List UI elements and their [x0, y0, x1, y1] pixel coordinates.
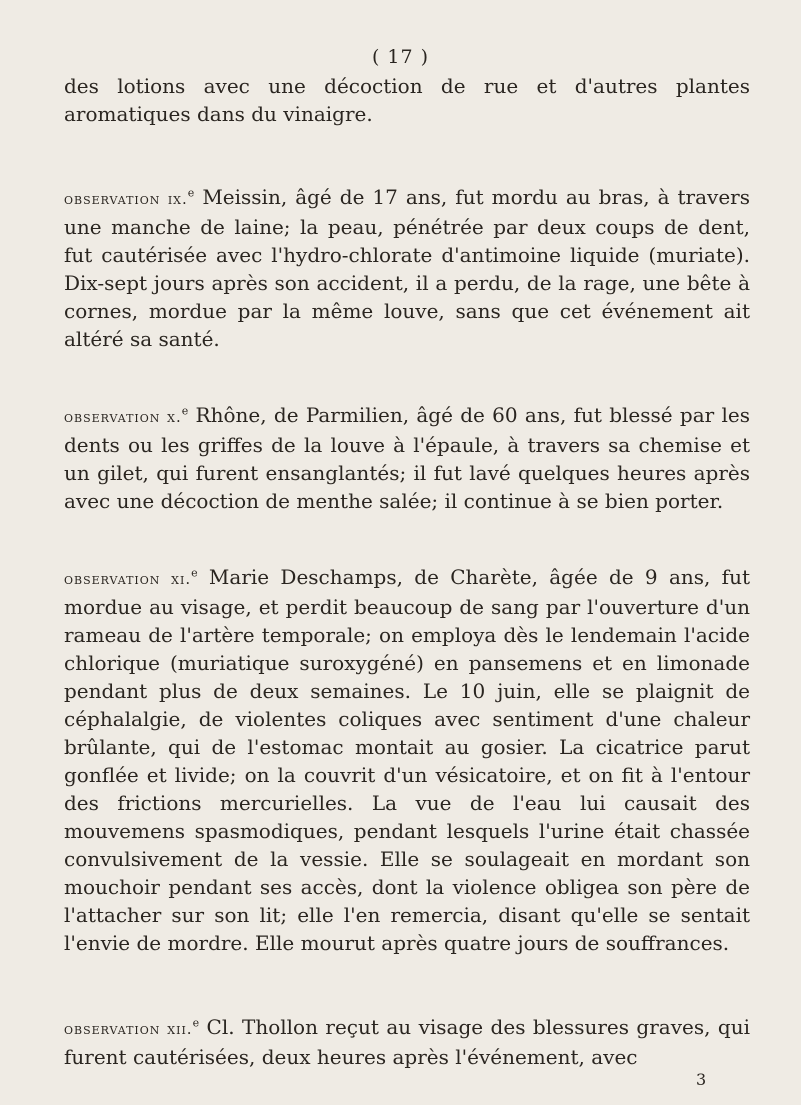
- ordinal-superscript: e: [191, 566, 198, 580]
- page-number: ( 17 ): [371, 46, 430, 68]
- observation-text: Cl. Thollon reçut au visage des blessures graves, qui furent cautérisées, deux heures après l'événement, avec: [64, 1015, 750, 1069]
- ordinal-superscript: e: [187, 186, 195, 200]
- observation-text: Marie Deschamps, de Charète, âgée de 9 ans, fut mordue au visage, et perdit beaucoup de sang par l'ouverture d'un rameau de l'artère temporale; on employa dès le lendemain l'acide chlorique (muriatique suroxygéné) en pansemens et en limonade pendant plus de deux semaines. Le 10 juin, elle se plaignit de céphalalgie, de violentes coliques avec sentiment d'une chaleur brûlante, qui de l'estomac montait au gosier. La cicatrice parut gonflée et livide; on la couvrit d'un vésicatoire, et on fit à l'entour des frictions mercurielles. La vue de l'eau lui causait des mouvemens spasmodiques, pendant lesquels l'urine était chassée convulsivement de la vessie. Elle se soulageait en mordant son mouchoir pendant ses accès, dont la violence obligea son père de l'attacher sur son lit; elle l'en remercia, disant qu'elle se sentait l'envie de mordre. Elle mourut après quatre jours de souffrances.: [64, 565, 750, 955]
- ordinal-superscript: e: [181, 404, 189, 418]
- observation-paragraph: [64, 1013, 750, 1071]
- intro-text: des lotions avec une décoction de rue et d'autres plantes aromatiques dans du vinaigre.: [64, 74, 750, 126]
- intro-paragraph: [64, 72, 750, 128]
- observation-heading: observation x.: [64, 408, 182, 426]
- signature-mark: 3: [696, 1070, 707, 1089]
- observation-heading: observation xii.: [64, 1020, 193, 1038]
- ordinal-superscript: e: [192, 1016, 200, 1030]
- observation-paragraph: [64, 563, 750, 957]
- observation-paragraph: [64, 401, 750, 515]
- observation-text: Meissin, âgé de 17 ans, fut mordu au bras, à travers une manche de laine; la peau, pénétrée par deux coups de dent, fut cautérisée avec l'hydro-chlorate d'antimoine liquide (muriate). Dix-sept jours après son accident, il a perdu, de la rage, une bête à cornes, mordue par la même louve, sans que cet événement ait altéré sa santé.: [64, 185, 750, 351]
- observation-heading: observation ix.: [64, 190, 188, 208]
- observation-text: Rhône, de Parmilien, âgé de 60 ans, fut blessé par les dents ou les griffes de la louve à l'épaule, à travers sa chemise et un gilet, qui furent ensanglantés; il fut lavé quelques heures après avec une décoction de menthe salée; il continue à se bien porter.: [64, 403, 750, 513]
- observation-paragraph: [64, 183, 750, 353]
- observation-heading: observation xi.: [64, 570, 192, 588]
